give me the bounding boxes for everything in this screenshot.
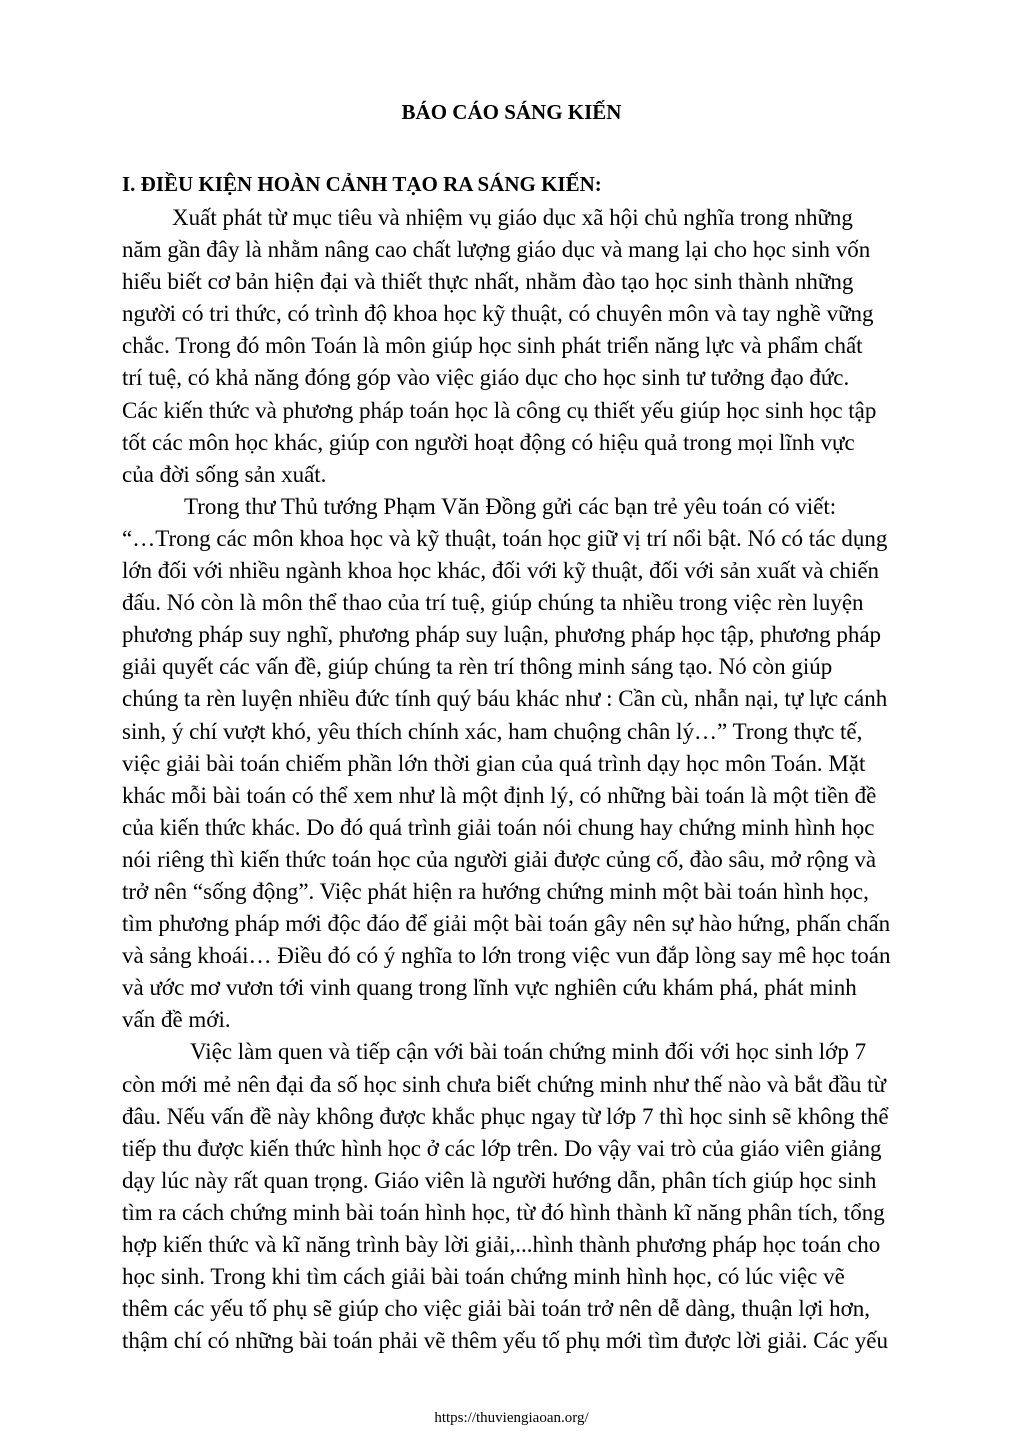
body-text-line: trí tuệ, có khả năng đóng góp vào việc giáo dục cho học sinh tư tưởng đạo đức. bbox=[122, 365, 850, 391]
body-text-line: học sinh. Trong khi tìm cách giải bài toán chứng minh hình học, có lúc việc vẽ bbox=[122, 1264, 845, 1290]
section-heading: I. ĐIỀU KIỆN HOÀN CẢNH TẠO RA SÁNG KIẾN: bbox=[122, 172, 602, 196]
body-text-line: và ước mơ vươn tới vinh quang trong lĩnh vực nghiên cứu khám phá, phát minh bbox=[122, 975, 857, 1001]
body-text-line: tiếp thu được kiến thức hình học ở các lớp trên. Do vậy vai trò của giáo viên giảng bbox=[122, 1135, 882, 1161]
body-text-line: người có tri thức, có trình độ khoa học kỹ thuật, có chuyên môn và tay nghề vững bbox=[122, 301, 874, 327]
body-text-line: của kiến thức khác. Do đó quá trình giải toán nói chung hay chứng minh hình học bbox=[122, 814, 875, 840]
body-text-line: Việc làm quen và tiếp cận với bài toán chứng minh đối với học sinh lớp 7 bbox=[190, 1039, 867, 1065]
body-text-line: đấu. Nó còn là môn thể thao của trí tuệ, giúp chúng ta nhiều trong việc rèn luyện bbox=[122, 590, 864, 616]
document-body bbox=[122, 202, 932, 1357]
body-text-line: chắc. Trong đó môn Toán là môn giúp học sinh phát triển năng lực và phẩm chất bbox=[122, 333, 863, 359]
body-text-line: của đời sống sản xuất. bbox=[122, 461, 327, 487]
body-text-line: hợp kiến thức và kĩ năng trình bày lời giải,...hình thành phương pháp học toán cho bbox=[122, 1232, 881, 1257]
body-text-line: Các kiến thức và phương pháp toán học là công cụ thiết yếu giúp học sinh học tập bbox=[122, 397, 877, 423]
body-text-line: hiểu biết cơ bản hiện đại và thiết thực nhất, nhằm đào tạo học sinh thành những bbox=[122, 269, 854, 295]
body-text-line: việc giải bài toán chiếm phần lớn thời gian của quá trình dạy học môn Toán. Mặt bbox=[122, 750, 866, 776]
body-text-line: “…Trong các môn khoa học và kỹ thuật, toán học giữ vị trí nổi bật. Nó có tác dụng bbox=[122, 525, 888, 551]
body-text-line: phương pháp suy nghĩ, phương pháp suy luận, phương pháp học tập, phương pháp bbox=[122, 622, 882, 648]
body-text-line: chúng ta rèn luyện nhiều đức tính quý báu khác như : Cần cù, nhẫn nại, tự lực cánh bbox=[122, 686, 888, 712]
body-text-line: Xuất phát từ mục tiêu và nhiệm vụ giáo dục xã hội chủ nghĩa trong những bbox=[172, 205, 853, 230]
body-text-line: sinh, ý chí vượt khó, yêu thích chính xác, ham chuộng chân lý…” Trong thực tế, bbox=[122, 718, 863, 744]
body-text-line: năm gần đây là nhằm nâng cao chất lượng giáo dục và mang lại cho học sinh vốn bbox=[122, 237, 871, 263]
body-text-line: trở nên “sống động”. Việc phát hiện ra hướng chứng minh một bài toán hình học, bbox=[122, 878, 869, 904]
body-text-line: lớn đối với nhiều ngành khoa học khác, đối với kỹ thuật, đối với sản xuất và chiến bbox=[122, 558, 880, 584]
body-text-line: thậm chí có những bài toán phải vẽ thêm yếu tố phụ mới tìm được lời giải. Các yếu bbox=[122, 1328, 888, 1354]
document-title: BÁO CÁO SÁNG KIẾN bbox=[401, 100, 622, 124]
body-text-line: đâu. Nếu vấn đề này không được khắc phục ngay từ lớp 7 thì học sinh sẽ không thể bbox=[122, 1103, 889, 1129]
body-text-line: dạy lúc này rất quan trọng. Giáo viên là người hướng dẫn, phân tích giúp học sinh bbox=[122, 1167, 877, 1193]
body-text-line: thêm các yếu tố phụ sẽ giúp cho việc giải bài toán trở nên dễ dàng, thuận lợi hơn, bbox=[122, 1296, 871, 1322]
body-text-line: tốt các môn học khác, giúp con người hoạt động có hiệu quả trong mọi lĩnh vực bbox=[122, 429, 855, 455]
body-text-line: và sảng khoái… Điều đó có ý nghĩa to lớn trong việc vun đắp lòng say mê học toán bbox=[122, 943, 891, 969]
body-text-line: vấn đề mới. bbox=[122, 1007, 231, 1033]
body-text-line: tìm ra cách chứng minh bài toán hình học, từ đó hình thành kĩ năng phân tích, tổng bbox=[122, 1199, 885, 1225]
body-text-line: giải quyết các vấn đề, giúp chúng ta rèn trí thông minh sáng tạo. Nó còn giúp bbox=[122, 654, 833, 680]
body-text-line: khác mỗi bài toán có thể xem như là một định lý, có những bài toán là một tiền đề bbox=[122, 782, 877, 808]
body-text-line: nói riêng thì kiến thức toán học của người giải được củng cố, đào sâu, mở rộng và bbox=[122, 846, 877, 872]
body-text-line: còn mới mẻ nên đại đa số học sinh chưa biết chứng minh như thế nào và bắt đầu từ bbox=[122, 1071, 886, 1097]
body-text-line: Trong thư Thủ tướng Phạm Văn Đồng gửi các bạn trẻ yêu toán có viết: bbox=[184, 493, 837, 519]
body-text-line: tìm phương pháp mới độc đáo để giải một bài toán gây nên sự hào hứng, phấn chấn bbox=[122, 911, 891, 937]
footer-url: https://thuviengiaoan.org/ bbox=[434, 1410, 589, 1426]
